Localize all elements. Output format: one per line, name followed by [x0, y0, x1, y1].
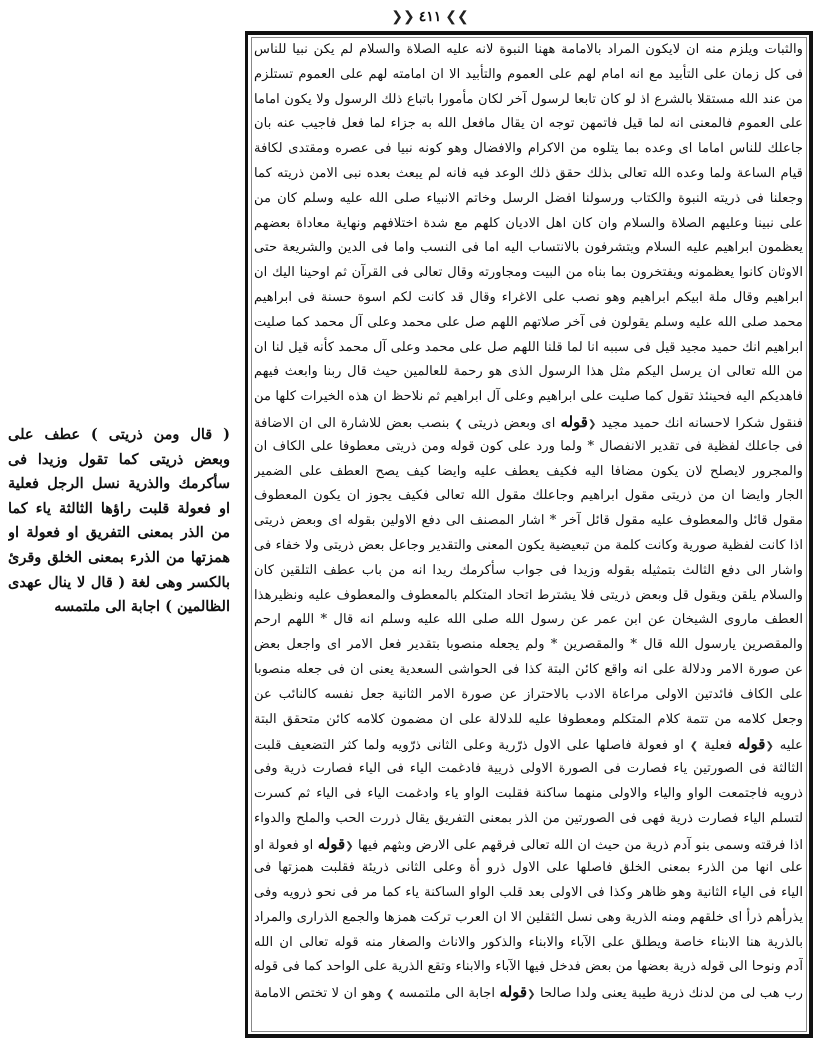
- margin-line: همزتها من الذرء بمعنى الخلق وقرئ: [8, 548, 230, 566]
- text-line: واشار الى دفع الثالث بتمثيله بقوله وزيدا فى جواب سأكرمك ريدا انه من باب عطف التلقين كان: [254, 562, 803, 578]
- headword-open-ornament-icon: ❮: [587, 418, 597, 430]
- headword-label: قوله: [499, 983, 528, 1002]
- text-line: يعظمون ابراهيم عليه السلام ويتشرفون بالانتساب اليه اما فى النسب واما فى الدين والشريعة حتى: [254, 240, 803, 256]
- main-commentary-text: [254, 38, 803, 1005]
- headword-lemma: او فعولة او: [254, 837, 314, 853]
- text-line: [254, 732, 803, 757]
- text-line: ابراهيم انك حميد مجيد قيل فى سببه انا لما قلنا اللهم صل على محمد وعلى آل محمد كأنه قيل لنا ان: [254, 339, 803, 355]
- text-line: العطف ماروى الشيخان عن ابن عمر عن رسول الله صلى الله عليه وسلم انه قال * اللهم ارحم: [254, 612, 803, 628]
- margin-line: بالكسر وهى لغة ( قال لا ينال عهدى: [8, 573, 230, 591]
- headword-continuation: بنصب بعض للاشارة الى ان الاضافة: [254, 415, 455, 431]
- headword-continuation: او فعولة فاصلها على الاول ذرّرية وعلى الثانى ذرّويه ولما كثر التضعيف قلبت: [254, 738, 684, 754]
- text-line: من عند الله مستقلا بالشرع اذ لو كان تابعا لرسول آخر لكان مأمورا باتباع ذلك الرسول ولا يكون اماما: [254, 91, 803, 107]
- text-line: بالذرية هنا الابناء خاصة ويطلق على الآباء والابناء والذكور والاناث والصغار منه قوله تعالى ان الله: [254, 934, 803, 950]
- text-line: والثبات ويلزم منه ان لايكون المراد بالامامة ههنا النبوة لانه عليه الصلاة والسلام لم يكن نبيا للناس: [254, 42, 803, 57]
- headword-lemma: اجابة الى ملتمسه: [394, 986, 500, 1002]
- text-line: [254, 980, 803, 1005]
- text-line: قيام الساعة ولما وعده الله تعالى بذلك حقق ذلك الوعد فيه فانه لم يبعث بعده نبى الامن ذريته كما: [254, 165, 803, 181]
- page-number: ٤١١: [418, 9, 442, 25]
- text-line: [254, 410, 803, 435]
- text-line: ابراهيم وقال ملة ابيكم ابراهيم وهو نصب على الاغراء وقال قد كانت لكم اسوة حسنة فى ابراهيم: [254, 289, 803, 305]
- headword-label: قوله: [560, 412, 588, 431]
- text-line: على نبينا وعليهم الصلاة والسلام وان كان اهل الاديان كلهم مع شدة اختلافهم ونهاية معاداة بعضهم: [254, 215, 803, 231]
- headword-lemma: اى وبعض ذريتى: [462, 415, 561, 431]
- margin-line: الظالمين ) اجابة الى ملتمسه: [54, 598, 230, 616]
- headword-lemma: فعلية: [698, 738, 738, 754]
- text-line: والمجرور لايصلح لان يكون مضافا اليه فكيف يعطف عليه وايضا كيف يصح العطف على الضمير: [254, 463, 803, 479]
- headword-continuation: وهو ان لا تختص الامامة: [254, 986, 382, 1002]
- headword-open-ornament-icon: ❮: [765, 741, 774, 753]
- text-line: الثالثة فى الصورتين ياء فصارت فى الصورة الاولى ذريية فادغمت الياء فى الياء فصارت ذرية وفى: [254, 761, 803, 777]
- text-line: لتسلم الياء فصارت ذرية فهى فى الصورتين من الذر بمعنى التفريق يقال ذررت الحب والملح والدواء: [254, 810, 803, 826]
- text-line: والسلام يلقن ويقول قل وبعض ذريتى فلا يشترط اتحاد المتكلم بالمعطوف والمعطوف عليه ونظيرهذا: [254, 587, 803, 603]
- line-text: رب هب لى من لدنك ذرية طيبة يعنى ولدا صالحا: [535, 986, 803, 1002]
- headword-close-ornament-icon: ❯: [386, 989, 395, 1001]
- margin-line: سأكرمك والذرية نسل الرجل فعلية: [8, 475, 230, 493]
- text-line: مقول قائل والمعطوف عليه مقول قائل آخر * اشار المصنف الى دفع الاولين بقوله اى وبعض ذريتى: [254, 513, 803, 529]
- text-line: اذا كانت لفظية صورية وكانت كلمة من تبعيضية يكون المعنى والتقدير وجاعل بعض ذريتى ولا خفاء فى: [254, 537, 803, 553]
- text-line: [254, 832, 803, 857]
- text-line: والمقصرين يارسول الله قال * والمقصرين * ولم يجعله منصوبا بتقدير فعل الامر اى واجعل بعض: [254, 637, 803, 653]
- text-line: على انها من الذرء بمعنى الخلق فاصلها على الاول ذرو أة وعلى الثانى ذريئة فقلبت همزتها فى: [254, 860, 803, 876]
- headword-open-ornament-icon: ❮: [345, 840, 354, 852]
- text-line: فاهديكم اليه فحينئذ تقول كما صليت على ابراهيم وعلى آل ابراهيم ثم نلاحظ ان هذه الخيرات كلها من: [254, 389, 803, 405]
- text-line: فى كل زمان على التأبيد مع انه امام لهم على العموم والتأبيد الا ان امامته لهم على العموم تستلزم: [254, 66, 803, 82]
- line-text: اذا فرقته وسمى بنو آدم ذرية من حيث ان الله تعالى فرقهم على الارض وبثهم فيها: [353, 837, 803, 853]
- text-line: الياء فى الياء الثانية وهو ظاهر وكذا فى الاولى بعد قلب الواو الساكنة ياء كما مر فى نحو ذرويه وفى: [254, 885, 803, 901]
- headword-close-ornament-icon: ❯: [689, 741, 699, 753]
- text-line: وجعل كلامه من تتمة كلام المتكلم ومعطوفا عليه للدلالة على ان مضمون كلامه كائن متحقق البتة: [254, 711, 803, 727]
- text-line: ذرويه فاجتمعت الواو والياء والاولى منهما ساكنة فقلبت الواو ياء وادغمت الياء فى الياء ثم كسرت: [254, 785, 803, 801]
- text-line: من الله تعالى ان يرسل اليكم مثل هذا الرسول الذى هو رحمة للعالمين حيث قال ربنا وابعث فيهم: [254, 364, 803, 380]
- left-ornament-icon: ❮❮: [391, 9, 415, 25]
- headword-close-ornament-icon: ❯: [454, 418, 463, 430]
- margin-gloss: [8, 423, 230, 620]
- page-header: [0, 6, 820, 28]
- text-line: جاعلك للناس اماما اى وعده بما يتلوه من الاكرام والافضال وهو كونه نبيا فى عصره ومقتدى لكافة: [254, 141, 803, 157]
- text-line: الجار وايضا ان من ذريتى مقول ابراهيم وجاعلك مقول الله تعالى فكيف يجوز ان يكون المعطوف: [254, 488, 803, 504]
- headword-label: قوله: [317, 834, 346, 853]
- margin-line: او فعولة قلبت راؤها الثالثة ياء كما: [8, 499, 230, 517]
- text-line: يذرأهم ذرأ اى خلقهم ومنه الذرية وهى نسل الثقلين الا ان العرب تركت همزها والجمع الذرارى والمراد: [254, 909, 803, 925]
- headword-open-ornament-icon: ❮: [527, 989, 536, 1001]
- page-number-cartouche: [391, 9, 469, 25]
- main-text-frame: [245, 31, 813, 1038]
- right-ornament-icon: ❯❯: [445, 9, 469, 25]
- text-line: وجعلنا فى ذريته النبوة والكتاب ورسولنا افضل الرسل وخاتم الانبياء صلى الله عليه وسلم كان من: [254, 190, 803, 206]
- margin-line: وبعض ذريتى كما تقول وزيدا فى: [8, 450, 230, 468]
- text-line: على الكاف فائدتين الاولى مراعاة الادب بالاحتراز عن صورة الامر الثانية جعل نفسه كالنائب عن: [254, 686, 803, 702]
- headword-label: قوله: [737, 735, 766, 754]
- text-line: محمد صلى الله عليه وسلم يقولون فى آخر صلاتهم اللهم صل على محمد وعلى آل محمد كما صليت: [254, 314, 803, 330]
- text-line: آدم ونوحا الى قوله ذرية بعضها من بعض فدخل فيها الآباء والابناء وتقع الذرية على الواحد كما فى قوله: [254, 959, 803, 975]
- text-line: فى جاعلك لفظية فى تقدير الانفصال * ولما ورد على كون قوله ومن ذريتى معطوفا على الكاف ان: [254, 438, 803, 454]
- margin-line: من الذر بمعنى التفريق او فعولة او: [8, 524, 230, 542]
- text-line: الاوثان كانوا يعظمونه ويفتخرون بما بناه من البيت ومجاورته وقال تعالى فى القرآن ثم اوحينا اليك ان: [254, 265, 803, 281]
- text-line: على العموم فالمعنى انه لما قيل فاتمهن توجه ان يقال مافعل الله به جزاء لما فعل فاجيب عنه بان: [254, 116, 803, 132]
- text-line: عن صورة الامر ودلالة على انه واقع كائن البتة كذا فى الحواشى السعدية يعنى ان فى جعله منصوبا: [254, 661, 803, 677]
- line-text: عليه: [773, 738, 803, 754]
- line-text: فنقول شكرا لاحسانه انك حميد مجيد: [596, 415, 803, 431]
- margin-line: ( قال ومن ذريتى ) عطف على: [8, 426, 230, 443]
